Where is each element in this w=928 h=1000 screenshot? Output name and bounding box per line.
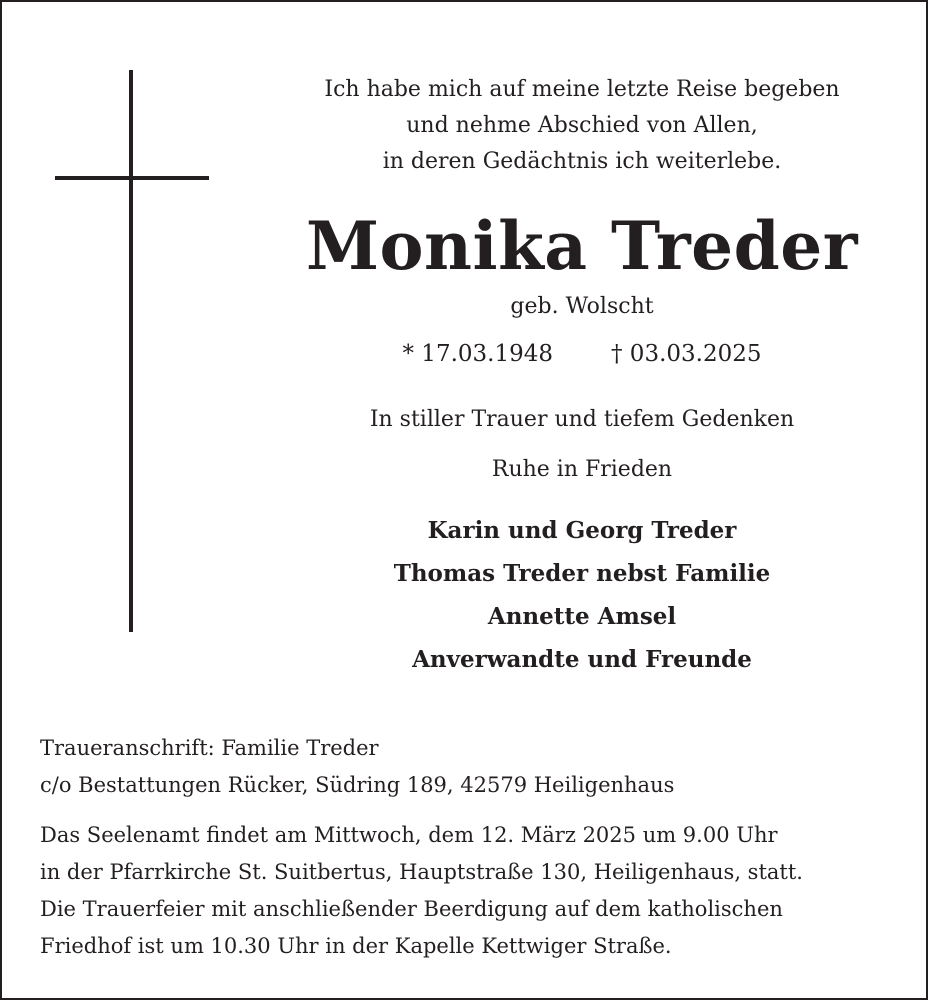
mourner: Thomas Treder nebst Familie [393,560,771,587]
poem [282,72,882,180]
cross-horizontal-bar [55,176,209,180]
mourning-address [40,730,674,804]
mourner: Karin und Georg Treder [427,517,737,544]
mourner: Anverwandte und Freunde [412,646,752,673]
deceased-name: Monika Treder [305,207,859,285]
poem-line: in deren Gedächtnis ich weiterlebe. [382,149,782,174]
poem-line: Ich habe mich auf meine letzte Reise begeben [324,77,840,102]
cross-vertical-bar [129,70,133,632]
service-line: Friedhof ist um 10.30 Uhr in der Kapelle Kettwiger Straße. [40,934,672,958]
service-line: Das Seelenamt findet am Mittwoch, dem 12. März 2025 um 9.00 Uhr [40,823,778,847]
mourning-line: In stiller Trauer und tiefem Gedenken [369,407,795,432]
poem-line: und nehme Abschied von Allen, [406,113,758,138]
birth-date: * 17.03.1948 [402,341,553,367]
service-line: in der Pfarrkirche St. Suitbertus, Hauptstraße 130, Heiligenhaus, statt. [40,860,803,884]
address-line: Traueranschrift: Familie Treder [40,736,379,760]
life-dates [282,338,882,370]
death-date: † 03.03.2025 [611,341,762,367]
address-line: c/o Bestattungen Rücker, Südring 189, 42579 Heiligenhaus [40,773,675,797]
maiden-name: geb. Wolscht [510,294,654,319]
mourners-list [282,509,882,681]
service-line: Die Trauerfeier mit anschließender Beerdigung auf dem katholischen [40,897,783,921]
service-info [40,817,803,965]
rest-line: Ruhe in Frieden [491,457,673,482]
mourner: Annette Amsel [487,603,677,630]
